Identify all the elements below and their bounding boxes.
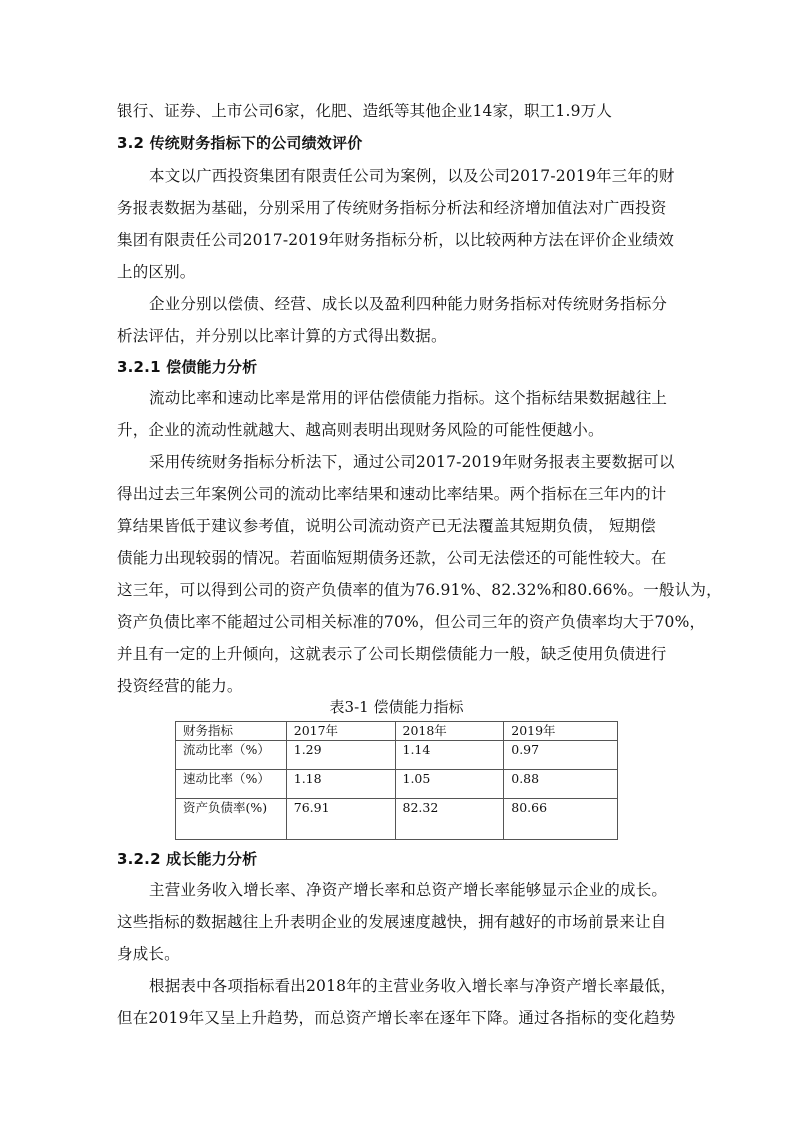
table-header-cell: 2019年 (504, 722, 618, 741)
subsection-heading: 3.2.1 偿债能力分析 (117, 358, 258, 376)
table-cell: 76.91 (286, 799, 395, 840)
paragraph-line: 债能力出现较弱的情况。若面临短期债务还款，公司无法偿还的可能性较大。在 (117, 549, 667, 567)
table-cell: 82.32 (395, 799, 504, 840)
table-cell: 资产负债率(%) (176, 799, 287, 840)
table-cell: 1.29 (286, 741, 395, 770)
table-row (176, 799, 618, 840)
paragraph-line: 采用传统财务指标分析法下，通过公司2017-2019年财务报表主要数据可以 (149, 453, 675, 471)
section-heading: 3.2 传统财务指标下的公司绩效评价 (117, 134, 363, 152)
table-header-row (176, 722, 618, 741)
paragraph-line: 本文以广西投资集团有限责任公司为案例，以及公司2017-2019年三年的财 (149, 167, 675, 185)
paragraph-line: 析法评估，并分别以比率计算的方式得出数据。 (117, 327, 447, 345)
table-cell: 1.05 (395, 770, 504, 799)
paragraph-line: 资产负债比率不能超过公司相关标准的70%，但公司三年的资产负债率均大于70%， (117, 613, 706, 631)
paragraph-line: 上的区别。 (117, 263, 196, 281)
table-header-cell: 财务指标 (176, 722, 287, 741)
table-row (176, 741, 618, 770)
paragraph-line: 升，企业的流动性就越大、越高则表明出现财务风险的可能性便越小。 (117, 421, 604, 439)
paragraph-line: 主营业务收入增长率、净资产增长率和总资产增长率能够显示企业的成长。 (149, 881, 668, 899)
paragraph-line: 集团有限责任公司2017-2019年财务指标分析，以比较两种方法在评价企业绩效 (117, 231, 674, 249)
paragraph-line: 并且有一定的上升倾向，这就表示了公司长期偿债能力一般，缺乏使用负债进行 (117, 645, 667, 663)
paragraph-line: 得出过去三年案例公司的流动比率结果和速动比率结果。两个指标在三年内的计 (117, 485, 667, 503)
table-header-cell: 2018年 (395, 722, 504, 741)
paragraph-line: 投资经营的能力。 (117, 677, 243, 695)
table-cell: 0.97 (504, 741, 618, 770)
table-cell: 80.66 (504, 799, 618, 840)
table-cell: 0.88 (504, 770, 618, 799)
paragraph-line: 身成长。 (117, 945, 180, 963)
subsection-heading: 3.2.2 成长能力分析 (117, 850, 258, 868)
solvency-table (175, 721, 618, 840)
paragraph-line: 企业分别以偿债、经营、成长以及盈利四种能力财务指标对传统财务指标分 (149, 295, 668, 313)
table-cell: 流动比率（%） (176, 741, 287, 770)
paragraph-line: 根据表中各项指标看出2018年的主营业务收入增长率与净资产增长率最低， (149, 977, 676, 995)
paragraph-line: 流动比率和速动比率是常用的评估偿债能力指标。这个指标结果数据越往上 (149, 389, 668, 407)
paragraph-line: 但在2019年又呈上升趋势，而总资产增长率在逐年下降。通过各指标的变化趋势 (117, 1009, 676, 1027)
table-cell: 速动比率（%） (176, 770, 287, 799)
table-cell: 1.18 (286, 770, 395, 799)
paragraph-line: 银行、证券、上市公司6家，化肥、造纸等其他企业14家，职工1.9万人 (117, 102, 613, 120)
paragraph-line: 这些指标的数据越往上升表明企业的发展速度越快，拥有越好的市场前景来让自 (117, 913, 667, 931)
table-caption: 表3-1 偿债能力指标 (329, 698, 464, 716)
paragraph-line: 算结果皆低于建议参考值，说明公司流动资产已无法覆盖其短期负债， 短期偿 (117, 517, 656, 535)
paragraph-line: 务报表数据为基础，分别采用了传统财务指标分析法和经济增加值法对广西投资 (117, 199, 667, 217)
table-header-cell: 2017年 (286, 722, 395, 741)
table-row (176, 770, 618, 799)
paragraph-line: 这三年，可以得到公司的资产负债率的值为76.91%、82.32%和80.66%。一般认为， (117, 581, 722, 599)
table-cell: 1.14 (395, 741, 504, 770)
